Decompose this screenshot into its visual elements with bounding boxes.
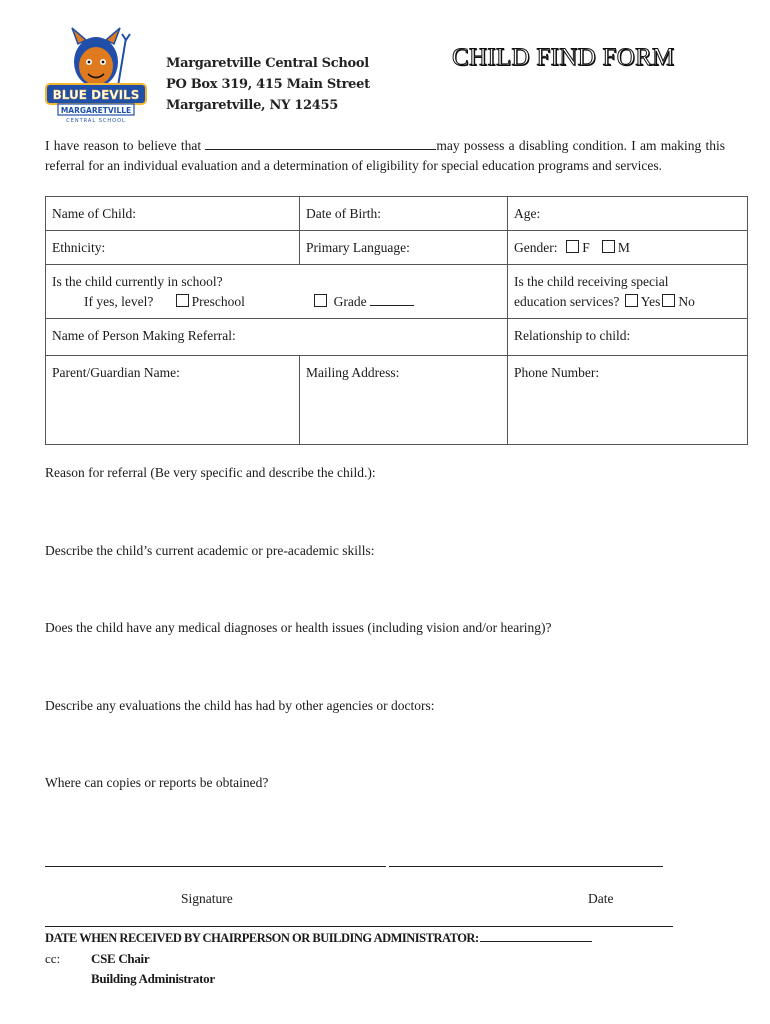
name-of-child-label: Name of Child: xyxy=(52,206,136,221)
cc-item-building-administrator: Building Administrator xyxy=(91,971,215,986)
preschool-checkbox[interactable] xyxy=(176,294,189,307)
grade-blank[interactable] xyxy=(370,294,414,306)
intro-text-before: I have reason to believe that xyxy=(45,138,206,153)
special-ed-question-line1: Is the child receiving special xyxy=(514,274,669,289)
gender-m-label: M xyxy=(617,240,630,255)
age-cell[interactable] xyxy=(508,197,748,231)
primary-language-label: Primary Language: xyxy=(306,240,410,255)
cc-item-cse-chair: CSE Chair xyxy=(91,951,150,966)
school-city: Margaretville, NY 12455 xyxy=(166,98,339,113)
date-line[interactable] xyxy=(389,866,663,867)
person-making-referral-cell[interactable] xyxy=(46,319,508,356)
date-received-blank[interactable] xyxy=(480,931,592,942)
preschool-label: Preschool xyxy=(191,294,245,309)
special-ed-yes-label: Yes xyxy=(640,294,661,309)
person-making-referral-label: Name of Person Making Referral: xyxy=(52,328,236,343)
signature-label: Signature xyxy=(181,891,233,906)
special-ed-no-label: No xyxy=(678,294,695,309)
school-address xyxy=(166,53,370,116)
question-reason: Reason for referral (Be very specific and describe the child.): xyxy=(45,465,376,480)
in-school-cell xyxy=(46,265,508,319)
relationship-cell[interactable] xyxy=(508,319,748,356)
gender-f-label: F xyxy=(582,240,590,255)
gender-m-checkbox[interactable] xyxy=(602,240,615,253)
date-received-row xyxy=(45,931,592,946)
phone-number-label: Phone Number: xyxy=(514,365,600,380)
if-yes-level-label: If yes, level? xyxy=(84,294,154,309)
grade-checkbox[interactable] xyxy=(314,294,327,307)
in-school-question: Is the child currently in school? xyxy=(52,274,223,289)
special-ed-yes-checkbox[interactable] xyxy=(625,294,638,307)
parent-guardian-label: Parent/Guardian Name: xyxy=(52,365,180,380)
grade-label: Grade xyxy=(333,294,367,309)
name-of-child-cell[interactable] xyxy=(46,197,300,231)
primary-language-cell[interactable] xyxy=(300,231,508,265)
gender-cell xyxy=(508,231,748,265)
question-medical: Does the child have any medical diagnoses or health issues (including vision and/or hearing)? xyxy=(45,620,552,635)
cc-label: cc: xyxy=(45,951,61,966)
child-info-table xyxy=(45,196,748,445)
age-label: Age: xyxy=(514,206,541,221)
special-ed-cell xyxy=(508,265,748,319)
divider-rule xyxy=(45,926,673,927)
mailing-address-cell[interactable] xyxy=(300,356,508,445)
date-label: Date xyxy=(588,891,614,906)
logo-text-central-school: CENTRAL SCHOOL xyxy=(66,118,126,124)
school-name: Margaretville Central School xyxy=(166,56,369,71)
parent-guardian-cell[interactable] xyxy=(46,356,300,445)
question-evaluations: Describe any evaluations the child has had by other agencies or doctors: xyxy=(45,698,435,713)
gender-label: Gender: xyxy=(514,240,558,255)
school-level-row xyxy=(52,292,501,312)
ethnicity-cell[interactable] xyxy=(46,231,300,265)
phone-number-cell[interactable] xyxy=(508,356,748,445)
question-academic: Describe the child’s current academic or pre-academic skills: xyxy=(45,543,375,558)
relationship-label: Relationship to child: xyxy=(514,328,631,343)
logo-text-blue-devils: BLUE DEVILS xyxy=(52,88,140,102)
ethnicity-label: Ethnicity: xyxy=(52,240,106,255)
logo-text-margaretville: MARGARETVILLE xyxy=(60,106,132,115)
date-of-birth-label: Date of Birth: xyxy=(306,206,381,221)
signature-line[interactable] xyxy=(45,866,386,867)
special-ed-question-line2: education services? xyxy=(514,294,620,309)
school-logo xyxy=(44,26,148,124)
form-title: CHILD FIND FORM xyxy=(452,44,675,71)
child-name-blank[interactable] xyxy=(205,138,436,150)
gender-f-checkbox[interactable] xyxy=(566,240,579,253)
date-of-birth-cell[interactable] xyxy=(300,197,508,231)
date-received-label: DATE WHEN RECEIVED BY CHAIRPERSON OR BUILDING ADMINISTRATOR: xyxy=(45,931,479,945)
intro-text-after: may possess a disabling condition. I am making this referral for an individual evaluation and a determination of eligibility for special education programs and services. xyxy=(45,138,725,173)
intro-paragraph xyxy=(45,136,725,175)
question-copies: Where can copies or reports be obtained? xyxy=(45,775,269,790)
school-street: PO Box 319, 415 Main Street xyxy=(166,77,370,92)
mailing-address-label: Mailing Address: xyxy=(306,365,400,380)
special-ed-no-checkbox[interactable] xyxy=(662,294,675,307)
